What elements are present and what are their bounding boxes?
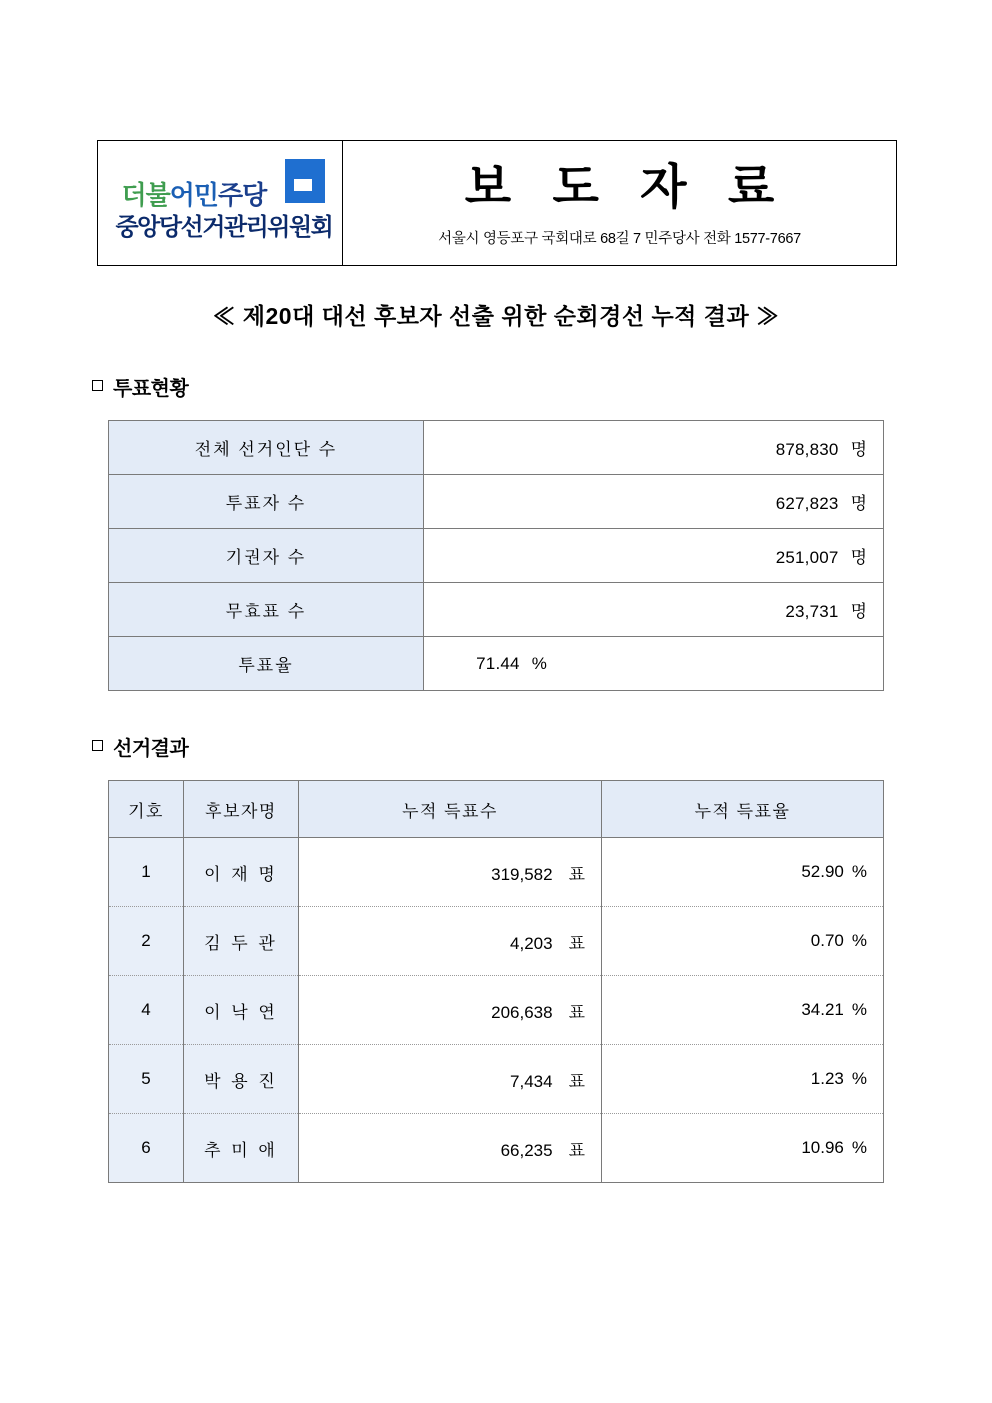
- cell-no: 5: [109, 1045, 184, 1114]
- row-label: 투표율: [109, 637, 424, 691]
- cell-rate: [602, 838, 884, 907]
- cell-rate: [602, 907, 884, 976]
- column-header-no: 기호: [109, 781, 184, 838]
- row-value-number: 71.44: [476, 653, 520, 673]
- row-value-unit: 명: [850, 548, 867, 567]
- row-label: 투표자 수: [109, 475, 424, 529]
- cell-candidate: 박 용 진: [184, 1045, 299, 1114]
- table-header-row: [109, 781, 884, 838]
- section-heading-label: 선거결과: [113, 738, 189, 760]
- row-value-number: 23,731: [785, 602, 839, 621]
- row-value: [424, 421, 884, 475]
- cell-rate-number: 52.90: [801, 862, 844, 881]
- row-value-unit: 명: [850, 494, 867, 513]
- table-row: [109, 976, 884, 1045]
- cell-rate-number: 10.96: [801, 1138, 844, 1157]
- cell-votes-unit: 표: [568, 933, 585, 953]
- table-row: [109, 475, 884, 529]
- cell-votes-unit: 표: [568, 1002, 585, 1022]
- row-label: 무효표 수: [109, 583, 424, 637]
- cell-candidate: 김 두 관: [184, 907, 299, 976]
- cell-rate-unit: %: [851, 931, 867, 950]
- press-release-header: [97, 140, 897, 266]
- section-heading-label: 투표현황: [113, 378, 189, 400]
- square-bullet-icon: [92, 380, 103, 391]
- table-row: [109, 421, 884, 475]
- table-row: [109, 1045, 884, 1114]
- column-header-votes: 누적 득표수: [299, 781, 602, 838]
- logo-committee-name: 중앙당선거관리위원회: [115, 214, 333, 241]
- cell-votes-unit: 표: [568, 1071, 585, 1091]
- cell-rate-unit: %: [851, 862, 867, 881]
- table-row: [109, 907, 884, 976]
- press-release-address: 서울시 영등포구 국회대로 68길 7 민주당사 전화 1577-7667: [438, 230, 801, 247]
- cell-votes-number: 66,235: [500, 1140, 553, 1160]
- row-label: 기권자 수: [109, 529, 424, 583]
- cell-votes: [299, 907, 602, 976]
- cell-rate-number: 0.70: [810, 931, 844, 950]
- cell-votes: [299, 1045, 602, 1114]
- cell-votes-unit: 표: [568, 1140, 585, 1160]
- cell-votes-number: 319,582: [491, 864, 553, 884]
- cell-rate: [602, 1045, 884, 1114]
- cell-candidate: 추 미 애: [184, 1114, 299, 1183]
- press-release-title: 보 도 자 료: [464, 161, 789, 215]
- page-title: ≪ 제20대 대선 후보자 선출 위한 순회경선 누적 결과 ≫: [212, 303, 780, 329]
- row-label: 전체 선거인단 수: [109, 421, 424, 475]
- row-value-number: 251,007: [775, 548, 839, 567]
- table-row: [109, 637, 884, 691]
- cell-no: 4: [109, 976, 184, 1045]
- cell-votes: [299, 976, 602, 1045]
- column-header-rate: 누적 득표율: [602, 781, 884, 838]
- row-value-unit: 명: [850, 440, 867, 459]
- press-title-cell: [343, 141, 896, 265]
- cell-no: 2: [109, 907, 184, 976]
- column-header-candidate: 후보자명: [184, 781, 299, 838]
- cell-rate: [602, 1114, 884, 1183]
- section-heading-election-result: [92, 732, 188, 761]
- square-bullet-icon: [92, 740, 103, 751]
- row-value: [424, 637, 884, 691]
- cell-candidate: 이 재 명: [184, 838, 299, 907]
- logo-party-name: 더불어민주당: [121, 180, 267, 210]
- cell-rate-number: 1.23: [810, 1069, 844, 1088]
- row-value-number: 627,823: [775, 494, 839, 513]
- row-value-unit: 명: [850, 602, 867, 621]
- cell-rate-number: 34.21: [801, 1000, 844, 1019]
- cell-votes-number: 4,203: [510, 933, 553, 953]
- party-emblem-icon: [285, 159, 329, 207]
- table-row: [109, 529, 884, 583]
- cell-rate: [602, 976, 884, 1045]
- cell-no: 1: [109, 838, 184, 907]
- election-result-table: [108, 780, 884, 1183]
- section-heading-vote-status: [92, 372, 188, 401]
- cell-rate-unit: %: [851, 1138, 867, 1157]
- cell-votes-number: 7,434: [510, 1071, 553, 1091]
- cell-rate-unit: %: [851, 1069, 867, 1088]
- cell-candidate: 이 낙 연: [184, 976, 299, 1045]
- cell-votes: [299, 1114, 602, 1183]
- party-logo-cell: [98, 141, 343, 265]
- row-value: [424, 475, 884, 529]
- cell-votes-number: 206,638: [491, 1002, 553, 1022]
- row-value-number: 878,830: [775, 440, 839, 459]
- cell-no: 6: [109, 1114, 184, 1183]
- party-logo: [108, 153, 333, 253]
- cell-votes-unit: 표: [568, 864, 585, 884]
- row-value: [424, 529, 884, 583]
- table-row: [109, 1114, 884, 1183]
- table-row: [109, 583, 884, 637]
- cell-votes: [299, 838, 602, 907]
- row-value: [424, 583, 884, 637]
- table-row: [109, 838, 884, 907]
- vote-status-table: [108, 420, 884, 691]
- cell-rate-unit: %: [851, 1000, 867, 1019]
- row-value-unit: %: [531, 653, 547, 673]
